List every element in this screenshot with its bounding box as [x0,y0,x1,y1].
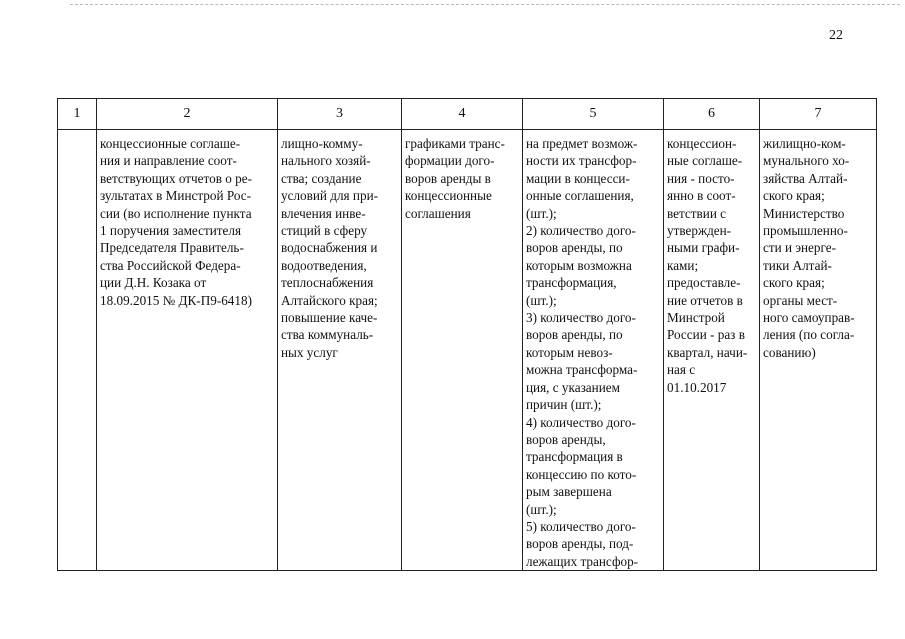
header-row [58,99,877,130]
column-header-6: 6 [664,99,760,130]
cell-instrument: графиками транс- формации дого- воров аренды в концессионные соглашения [402,130,523,571]
page-number: 22 [829,28,843,43]
cell-responsible: жилищно-ком- мунального хо- зяйства Алтай- ского края; Министерство промышленно- сти и энерге- тики Алтай- ского края; органы мест- ного самоуправ- ления (по согла- сованию) [760,130,877,571]
column-header-5: 5 [523,99,664,130]
cell-indicators: на предмет возмож- ности их трансфор- мации в концесси- онные соглашения, (шт.); 2) количество дого- воров аренды, по которым возможна трансформация, (шт.); 3) количество дого- воров аренды, по которым невоз- можна трансформа- ция, с указанием причин (шт.); 4) количество дого- воров аренды, трансформация в концессию по кото- рым завершена (шт.); 5) количество дого- воров аренды, под- лежащих трансфор- [523,130,664,571]
column-header-2: 2 [97,99,278,130]
table-row [58,130,877,571]
column-header-4: 4 [402,99,523,130]
cell-activity: концессионные соглаше- ния и направление соот- ветствующих отчетов о ре- зультатах в Минстрой Рос- сии (во исполнение пункта 1 поручения заместителя Председателя Правитель- ства Российской Федера- ции Д.Н. Козака от 18.09.2015 № ДК-П9-6418) [97,130,278,571]
column-header-1: 1 [58,99,97,130]
cell-deadline: концессион- ные соглаше- ния - посто- янно в соот- ветствии с утвержден- ными графи- ками; предоставле- ние отчетов в Минстрой России - раз в квартал, начи- ная с 01.10.2017 [664,130,760,571]
plan-table [57,98,877,571]
cell-goal: лищно-комму- нального хозяй- ства; создание условий для при- влечения инве- стиций в сферу водоснабжения и водоотведения, теплоснабжения Алтайского края; повышение каче- ства коммуналь- ных услуг [278,130,402,571]
cell-number [58,130,97,571]
scan-edge-line [70,4,900,5]
column-header-7: 7 [760,99,877,130]
column-header-3: 3 [278,99,402,130]
